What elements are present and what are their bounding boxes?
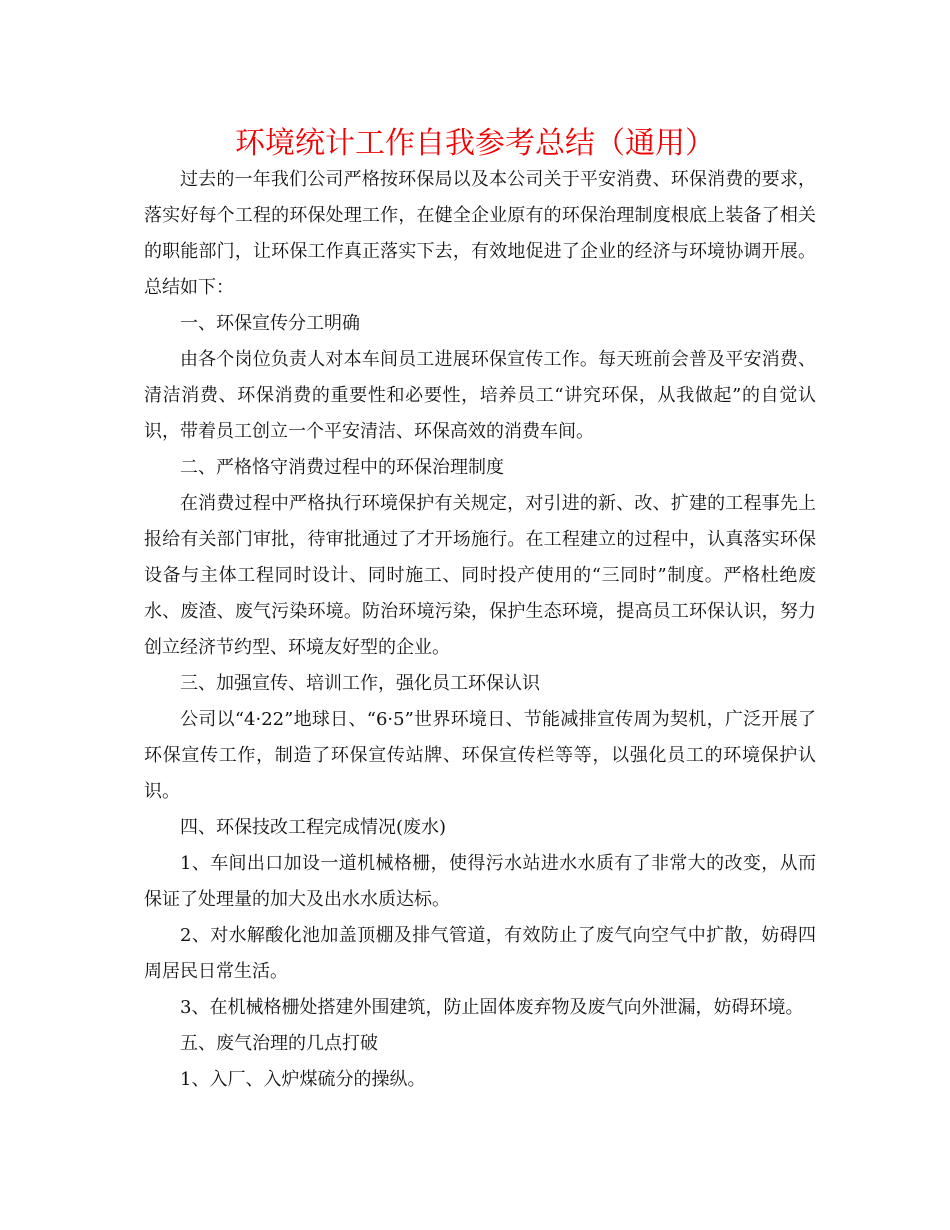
list-item-4-2: 2、对水解酸化池加盖顶棚及排气管道，有效防止了废气向空气中扩散，妨碍四周居民日常生活。 [144, 925, 816, 982]
section-paragraph-1: 由各个岗位负责人对本车间员工进展环保宣传工作。每天班前会普及平安消费、清洁消费、环保消费的重要性和必要性，培养员工“讲究环保，从我做起”的自觉认识，带着员工创立一个平安清洁、环保高效的消费车间。 [144, 349, 816, 442]
section-heading-4: 四、环保技改工程完成情况(废水) [180, 817, 447, 838]
section-heading-3: 三、加强宣传、培训工作，强化员工环保认识 [180, 673, 540, 694]
section-heading-5: 五、废气治理的几点打破 [180, 1033, 378, 1054]
section-heading-2: 二、严格恪守消费过程中的环保治理制度 [180, 457, 504, 478]
intro-paragraph: 过去的一年我们公司严格按环保局以及本公司关于平安消费、环保消费的要求，落实好每个工程的环保处理工作，在健全企业原有的环保治理制度根底上装备了相关的职能部门，让环保工作真正落实下去，有效地促进了企业的经济与环境协调开展。总结如下： [144, 169, 816, 298]
section-heading-1: 一、环保宣传分工明确 [180, 313, 360, 334]
section-paragraph-2: 在消费过程中严格执行环境保护有关规定，对引进的新、改、扩建的工程事先上报给有关部门审批，待审批通过了才开场施行。在工程建立的过程中，认真落实环保设备与主体工程同时设计、同时施工、同时投产使用的“三同时”制度。严格杜绝废水、废渣、废气污染环境。防治环境污染，保护生态环境，提高员工环保认识，努力创立经济节约型、环境友好型的企业。 [144, 493, 816, 658]
document-body [144, 162, 816, 1098]
section-paragraph-3: 公司以“4·22”地球日、“6·5”世界环境日、节能减排宣传周为契机，广泛开展了环保宣传工作，制造了环保宣传站牌、环保宣传栏等等，以强化员工的环境保护认识。 [144, 709, 816, 802]
document-title: 环境统计工作自我参考总结（通用） [235, 126, 715, 161]
list-item-4-1: 1、车间出口加设一道机械格栅，使得污水站进水水质有了非常大的改变，从而保证了处理量的加大及出水水质达标。 [144, 853, 816, 910]
list-item-5-1: 1、入厂、入炉煤硫分的操纵。 [180, 1069, 426, 1090]
list-item-4-3: 3、在机械格栅处搭建外围建筑，防止固体废弃物及废气向外泄漏，妨碍环境。 [180, 997, 804, 1018]
